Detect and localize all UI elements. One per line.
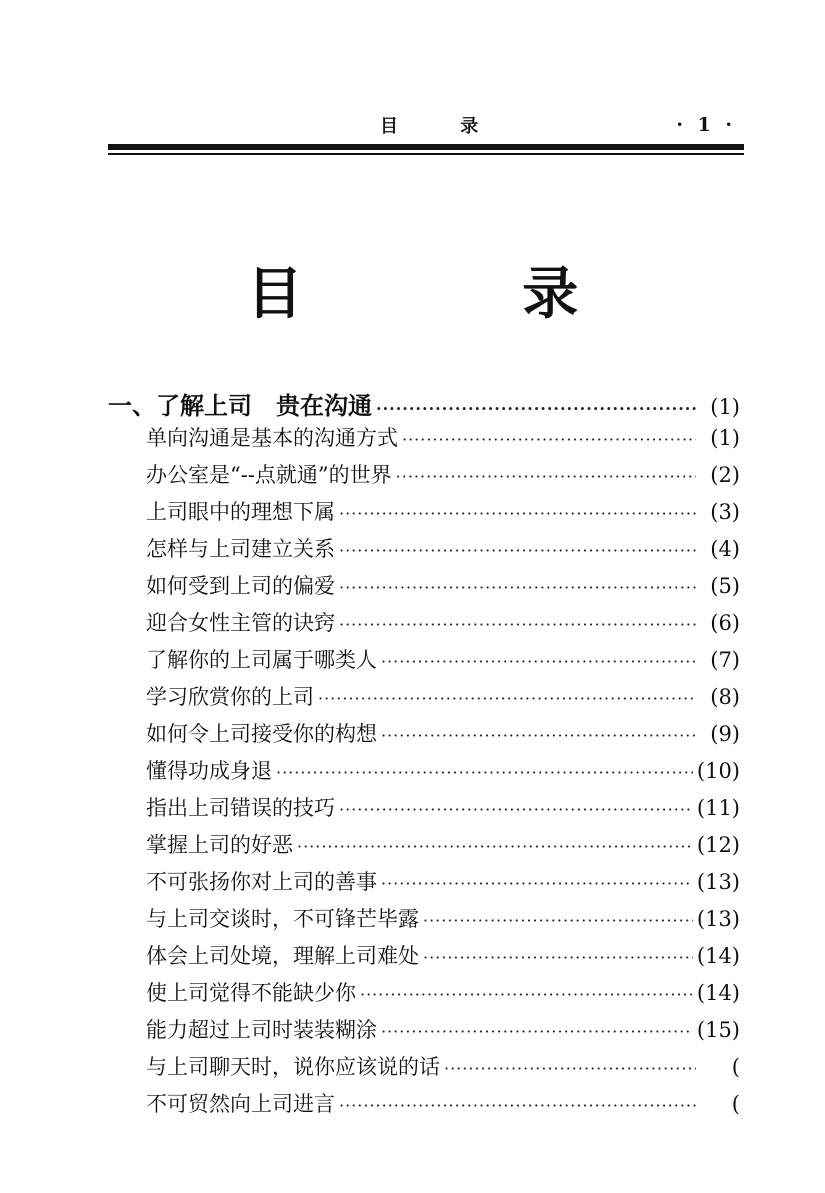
toc-leader-dots: [376, 399, 696, 418]
toc-entry-title: 能力超过上司时装装糊涂: [146, 1018, 377, 1042]
toc-leader-dots: [339, 504, 696, 523]
toc-page-number: (15): [696, 1018, 740, 1042]
toc-entry[interactable]: [146, 607, 740, 637]
toc-entry[interactable]: [146, 829, 740, 859]
toc-entry[interactable]: [146, 718, 740, 748]
toc-entry-title: 指出上司错误的技巧: [146, 796, 335, 820]
toc-entry-title: 迎合女性主管的诀窍: [146, 611, 335, 635]
toc-page-number: (: [731, 1055, 740, 1079]
toc-entry-title: 如何令上司接受你的构想: [146, 722, 377, 746]
toc-leader-dots: [339, 1096, 696, 1115]
toc-leader-dots: [402, 430, 696, 449]
toc-entry[interactable]: [146, 1051, 740, 1081]
toc-chapter[interactable]: [108, 386, 740, 421]
toc-leader-dots: [297, 837, 693, 856]
toc-entry[interactable]: [146, 977, 740, 1007]
toc-page-number: (14): [696, 944, 740, 968]
toc-page-number: (3): [710, 500, 740, 524]
toc-entry-title: 不可张扬你对上司的善事: [146, 870, 377, 894]
running-head-page-number: · 1 ·: [676, 114, 736, 136]
toc-entry[interactable]: [146, 940, 740, 970]
toc-entry-title: 学习欣赏你的上司: [146, 685, 314, 709]
toc-entry-title: 体会上司处境，理解上司难处: [146, 944, 419, 968]
toc-leader-dots: [444, 1059, 696, 1078]
running-head: [108, 112, 744, 142]
toc-entry[interactable]: [146, 644, 740, 674]
toc-entry[interactable]: [146, 903, 740, 933]
toc-leader-dots: [339, 578, 696, 597]
toc-entry[interactable]: [146, 755, 740, 785]
toc-entry[interactable]: [146, 533, 740, 563]
toc-entry-title: 如何受到上司的偏爱: [146, 574, 335, 598]
toc-entry-title: 上司眼中的理想下属: [146, 500, 335, 524]
toc-entry-title: 懂得功成身退: [146, 759, 272, 783]
toc-entry[interactable]: [146, 570, 740, 600]
toc-page-number: (8): [710, 685, 740, 709]
toc-entry-title: 与上司交谈时，不可锋芒毕露: [146, 907, 419, 931]
toc-entry[interactable]: [146, 866, 740, 896]
toc-leader-dots: [339, 615, 696, 634]
toc-page-number: (6): [710, 611, 740, 635]
toc-leader-dots: [276, 763, 693, 782]
toc-page-number: (11): [696, 796, 740, 820]
toc-entry[interactable]: [146, 459, 740, 489]
toc-leader-dots: [381, 1022, 693, 1041]
toc-entry-title: 与上司聊天时，说你应该说的话: [146, 1055, 440, 1079]
toc-entry[interactable]: [146, 681, 740, 711]
toc-page-number: (4): [710, 537, 740, 561]
toc-leader-dots: [318, 689, 696, 708]
toc-leader-dots: [360, 985, 693, 1004]
toc-page-number: (13): [696, 907, 740, 931]
toc-page-number: (12): [696, 833, 740, 857]
toc-entry-title: 办公室是“--点就通”的世界: [146, 463, 392, 487]
toc-page-number: (2): [710, 463, 740, 487]
toc-page-number: (5): [710, 574, 740, 598]
toc-entry-title: 怎样与上司建立关系: [146, 537, 335, 561]
toc-leader-dots: [339, 800, 693, 819]
header-rule-thick: [108, 144, 744, 150]
toc-page-number: (14): [696, 981, 740, 1005]
toc-entry[interactable]: [146, 1088, 740, 1118]
toc-page-number: (10): [696, 759, 740, 783]
toc-page-number: (1): [710, 395, 740, 419]
toc-leader-dots: [381, 874, 693, 893]
toc-entry[interactable]: [146, 422, 740, 452]
toc-leader-dots: [423, 911, 693, 930]
toc-page-number: (7): [710, 648, 740, 672]
toc-leader-dots: [381, 652, 696, 671]
toc-entry[interactable]: [146, 1014, 740, 1044]
toc-entry-title: 单向沟通是基本的沟通方式: [146, 426, 398, 450]
toc-entry[interactable]: [146, 496, 740, 526]
toc-leader-dots: [381, 726, 696, 745]
running-head-title: 目 录: [380, 116, 507, 137]
toc-leader-dots: [339, 541, 696, 560]
page-title: 目 录: [246, 261, 679, 327]
toc-leader-dots: [423, 948, 693, 967]
toc-chapter-title: 一、了解上司 贵在沟通: [108, 391, 372, 420]
header-rule-thin: [108, 153, 744, 155]
toc-page-number: (: [731, 1092, 740, 1116]
toc-entry-title: 使上司觉得不能缺少你: [146, 981, 356, 1005]
toc-page-number: (9): [710, 722, 740, 746]
toc-leader-dots: [396, 467, 696, 486]
toc-entry-title: 了解你的上司属于哪类人: [146, 648, 377, 672]
toc-entry-title: 掌握上司的好恶: [146, 833, 293, 857]
toc-page-number: (13): [696, 870, 740, 894]
toc-entry-title: 不可贸然向上司进言: [146, 1092, 335, 1116]
toc-entry[interactable]: [146, 792, 740, 822]
toc-page-number: (1): [710, 426, 740, 450]
